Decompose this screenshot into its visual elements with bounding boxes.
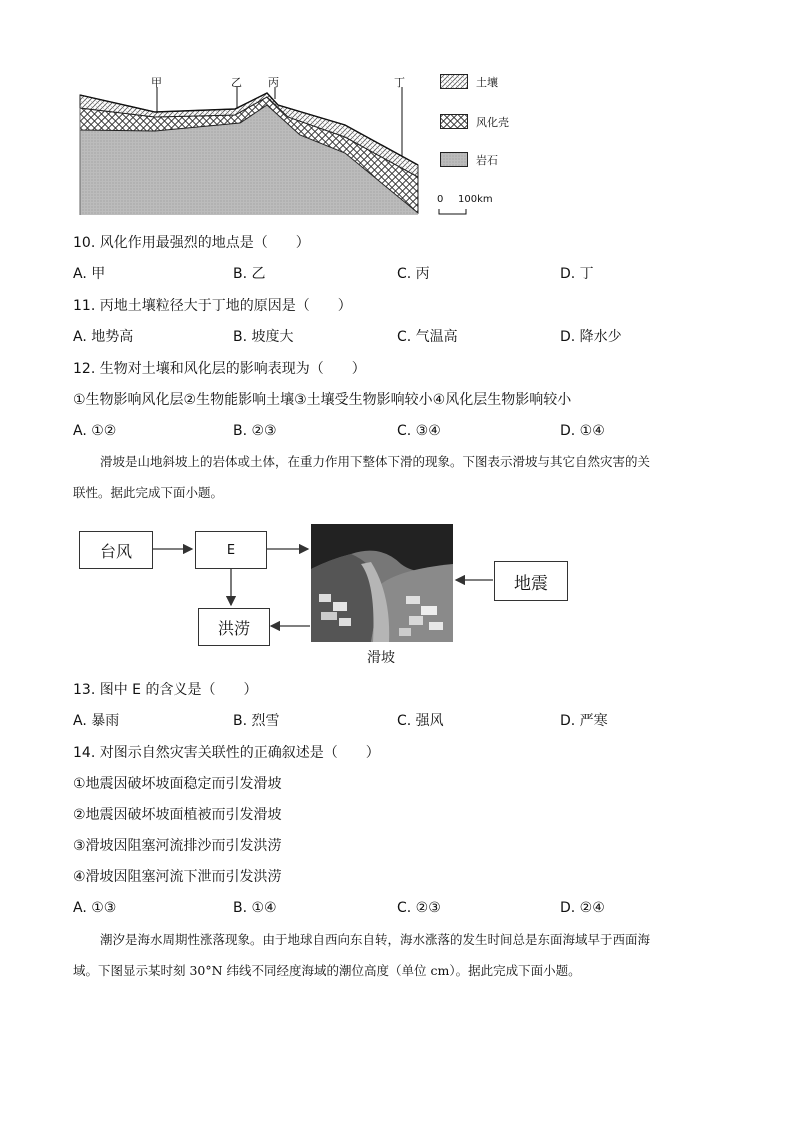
q10-stem: 10. 风化作用最强烈的地点是（ ） (73, 235, 310, 251)
q13-option-b: B. 烈雪 (233, 713, 280, 729)
tide-intro-line1: 潮汐是海水周期性涨落现象。由于地球自西向东自转，海水涨落的发生时间总是东面海域早于西面海 (100, 932, 651, 947)
typhoon-box: 台风 (79, 531, 153, 569)
q14-option-d: D. ②④ (560, 900, 605, 916)
q13-stem: 13. 图中 E 的含义是（ ） (73, 682, 258, 698)
q11-stem: 11. 丙地土壤粒径大于丁地的原因是（ ） (73, 298, 352, 314)
q12-option-c: C. ③④ (397, 423, 441, 439)
q12-option-b: B. ②③ (233, 423, 277, 439)
site-bing-label: 丙 (268, 76, 279, 89)
q14-option-a: A. ①③ (73, 900, 117, 916)
landslide-label: 滑坡 (367, 650, 395, 666)
q13-option-a: A. 暴雨 (73, 713, 120, 729)
q12-statements: ①生物影响风化层②生物能影响土壤③土壤受生物影响较小④风化层生物影响较小 (73, 392, 572, 408)
q13-option-c: C. 强风 (397, 713, 444, 729)
q11-option-c: C. 气温高 (397, 329, 458, 345)
q14-statement-1: ①地震因破坏坡面稳定而引发滑坡 (73, 776, 282, 792)
q11-option-d: D. 降水少 (560, 329, 622, 345)
soil-legend-label: 土壤 (476, 76, 498, 89)
earthquake-box: 地震 (494, 561, 568, 601)
q14-option-c: C. ②③ (397, 900, 441, 916)
q13-option-d: D. 严寒 (560, 713, 608, 729)
q12-option-a: A. ①② (73, 423, 117, 439)
q12-stem: 12. 生物对土壤和风化层的影响表现为（ ） (73, 361, 366, 377)
crust-legend-label: 风化壳 (476, 116, 509, 129)
q10-option-c: C. 丙 (397, 266, 430, 282)
flood-box: 洪涝 (198, 608, 270, 646)
q14-statement-2: ②地震因破坏坡面植被而引发滑坡 (73, 807, 282, 823)
rock-legend-label: 岩石 (476, 154, 498, 167)
q10-option-d: D. 丁 (560, 266, 594, 282)
landslide-intro-line1: 滑坡是山地斜坡上的岩体或土体，在重力作用下整体下滑的现象。下图表示滑坡与其它自然灾害的关 (100, 454, 651, 469)
scale-distance: 100km (458, 194, 493, 205)
q14-statement-4: ④滑坡因阻塞河流下泄而引发洪涝 (73, 869, 282, 885)
q12-option-d: D. ①④ (560, 423, 605, 439)
tide-intro-line2: 域。下图显示某时刻 30°N 纬线不同经度海域的潮位高度（单位 cm）。据此完成下面小题。 (73, 963, 581, 978)
scale-zero: 0 (437, 194, 444, 205)
q14-statement-3: ③滑坡因阻塞河流排沙而引发洪涝 (73, 838, 282, 854)
site-ding-label: 丁 (394, 76, 405, 89)
q11-option-b: B. 坡度大 (233, 329, 294, 345)
site-jia-label: 甲 (151, 76, 162, 89)
e-box: E (195, 531, 267, 569)
q14-option-b: B. ①④ (233, 900, 277, 916)
q14-stem: 14. 对图示自然灾害关联性的正确叙述是（ ） (73, 745, 380, 761)
site-yi-label: 乙 (231, 76, 242, 89)
q11-option-a: A. 地势高 (73, 329, 134, 345)
q10-option-a: A. 甲 (73, 266, 106, 282)
q10-option-b: B. 乙 (233, 266, 266, 282)
landslide-intro-line2: 联性。据此完成下面小题。 (73, 485, 224, 500)
